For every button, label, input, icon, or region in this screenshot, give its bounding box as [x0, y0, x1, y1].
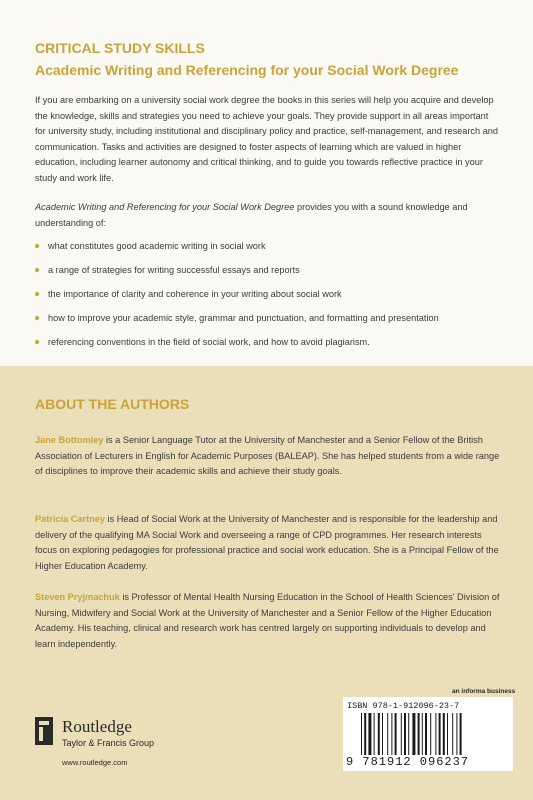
intro-paragraph: If you are embarking on a university social work degree the books in this series will help you acquire and develop the knowledge, skills and strategies you need to achieve your goals. They provide support in all areas important for university study, including institutional and disciplinary policy and practice, self-management, and research and communication. Tasks and activities are designed to foster aspects of learning which are valued in higher education, including learner autonomy and critical thinking, and to guide you towards reflective practice in your study and work life. [35, 95, 499, 183]
author-bio [35, 590, 501, 652]
provides-paragraph [35, 200, 501, 231]
author-name: Patricia Cartney [35, 514, 105, 524]
book-back-cover: CRITICAL STUDY SKILLS Academic Writing and Referencing for your Social Work Degree If you are embarking on a university social work degree the books in this series will help you acquire and develop the knowledge, skills and strategies you need to achieve your goals. They provide support in all areas important for university study, including institutional and disciplinary policy and practice, self-management, and research and communication. Tasks and activities are designed to foster aspects of learning which are valued in higher education, including learner autonomy and critical thinking, and to guide you towards reflective practice in your study and work life. Academic Writing and Referencing for your Social Work Degree provides you with a sound knowledge and understanding of: what constitutes good academic writing in social work a range of strategies for writing successful essays and reports the importance of clarity and coherence in your writing about social work how to improve your academic style, grammar and punctuation, and formatting and presentation referencing conventions in the field of social work, and how to avoid plagiarism. ABOUT THE AUTHORS Jane Bottomley is a Senior Language Tutor at the University of Manchester and a Senior Fellow of the British Association of Lecturers in English for Academic Purposes (BALEAP). She has helped students from a wide range of disciplines to improve their academic skills and achieve their study goals. Patricia Cartney is Head of Social Work at the University of Manchester and is responsible for the leadership and delivery of the qualifying MA Social Work and overseeing a range of CPD programmes. Her research interests focus on exploring pedagogies for professional practice and social work education. She is a Principal Fellow of the Higher Education Academy. Steven Pryjmachuk is Professor of Mental Health Nursing Education in the School of Health Sciences' Division of Nursing, Midwifery and Social Work at the University of Manchester and a Senior Fellow of the Higher Education Academy. His teaching, clinical and research work has centred largely on supporting individuals to develop and learn independently. Routledge Taylor & Francis Group www.routledge.com an informa business ISBN 978-1-912096-23-7 9 781912 096237 [0, 0, 533, 800]
publisher-name: Routledge [62, 717, 132, 736]
author-bio [35, 512, 501, 574]
author-name: Steven Pryjmachuk [35, 592, 120, 602]
bullet-icon [35, 316, 39, 320]
isbn-text: ISBN 978-1-912096-23-7 [347, 701, 460, 711]
author-bio [35, 433, 501, 480]
book-title: Academic Writing and Referencing for your Social Work Degree [35, 62, 459, 78]
book-title-italic: Academic Writing and Referencing for your Social Work Degree [35, 202, 295, 212]
bullet-icon [35, 268, 39, 272]
provides-text: provides you with a sound knowledge and understanding of: [35, 202, 468, 228]
bullet-icon [35, 244, 39, 248]
author-name: Jane Bottomley [35, 435, 104, 445]
informa-tagline: an informa business [452, 688, 516, 695]
author-bio-text: is Head of Social Work at the University of Manchester and is responsible for the leadership and delivery of the qualifying MA Social Work and overseeing a range of CPD programmes. Her research interests focus on exploring pedagogies for professional practice and social work education. She is a Principal Fellow of the Higher Education Academy. [35, 514, 499, 571]
barcode-number: 9 781912 096237 [346, 755, 470, 769]
publisher-group: Taylor & Francis Group [62, 738, 155, 748]
barcode-panel [343, 697, 513, 771]
publisher-website: www.routledge.com [62, 758, 128, 767]
authors-heading: ABOUT THE AUTHORS [35, 396, 190, 412]
bullet-icon [35, 292, 39, 296]
author-bio-text: is a Senior Language Tutor at the University of Manchester and a Senior Fellow of the British Association of Lecturers in English for Academic Purposes (BALEAP). She has helped students from a wide range of disciplines to improve their academic skills and achieve their study goals. [35, 435, 500, 476]
author-bio-text: is Professor of Mental Health Nursing Education in the School of Health Sciences' Division of Nursing, Midwifery and Social Work at the University of Manchester and a Senior Fellow of the Higher Education Academy. His teaching, clinical and research work has centred largely on supporting individuals to develop and learn independently. [35, 592, 500, 649]
barcode-icon [359, 713, 507, 755]
routledge-logo-icon [35, 717, 53, 745]
bullet-icon [35, 340, 39, 344]
series-title: CRITICAL STUDY SKILLS [35, 40, 205, 56]
